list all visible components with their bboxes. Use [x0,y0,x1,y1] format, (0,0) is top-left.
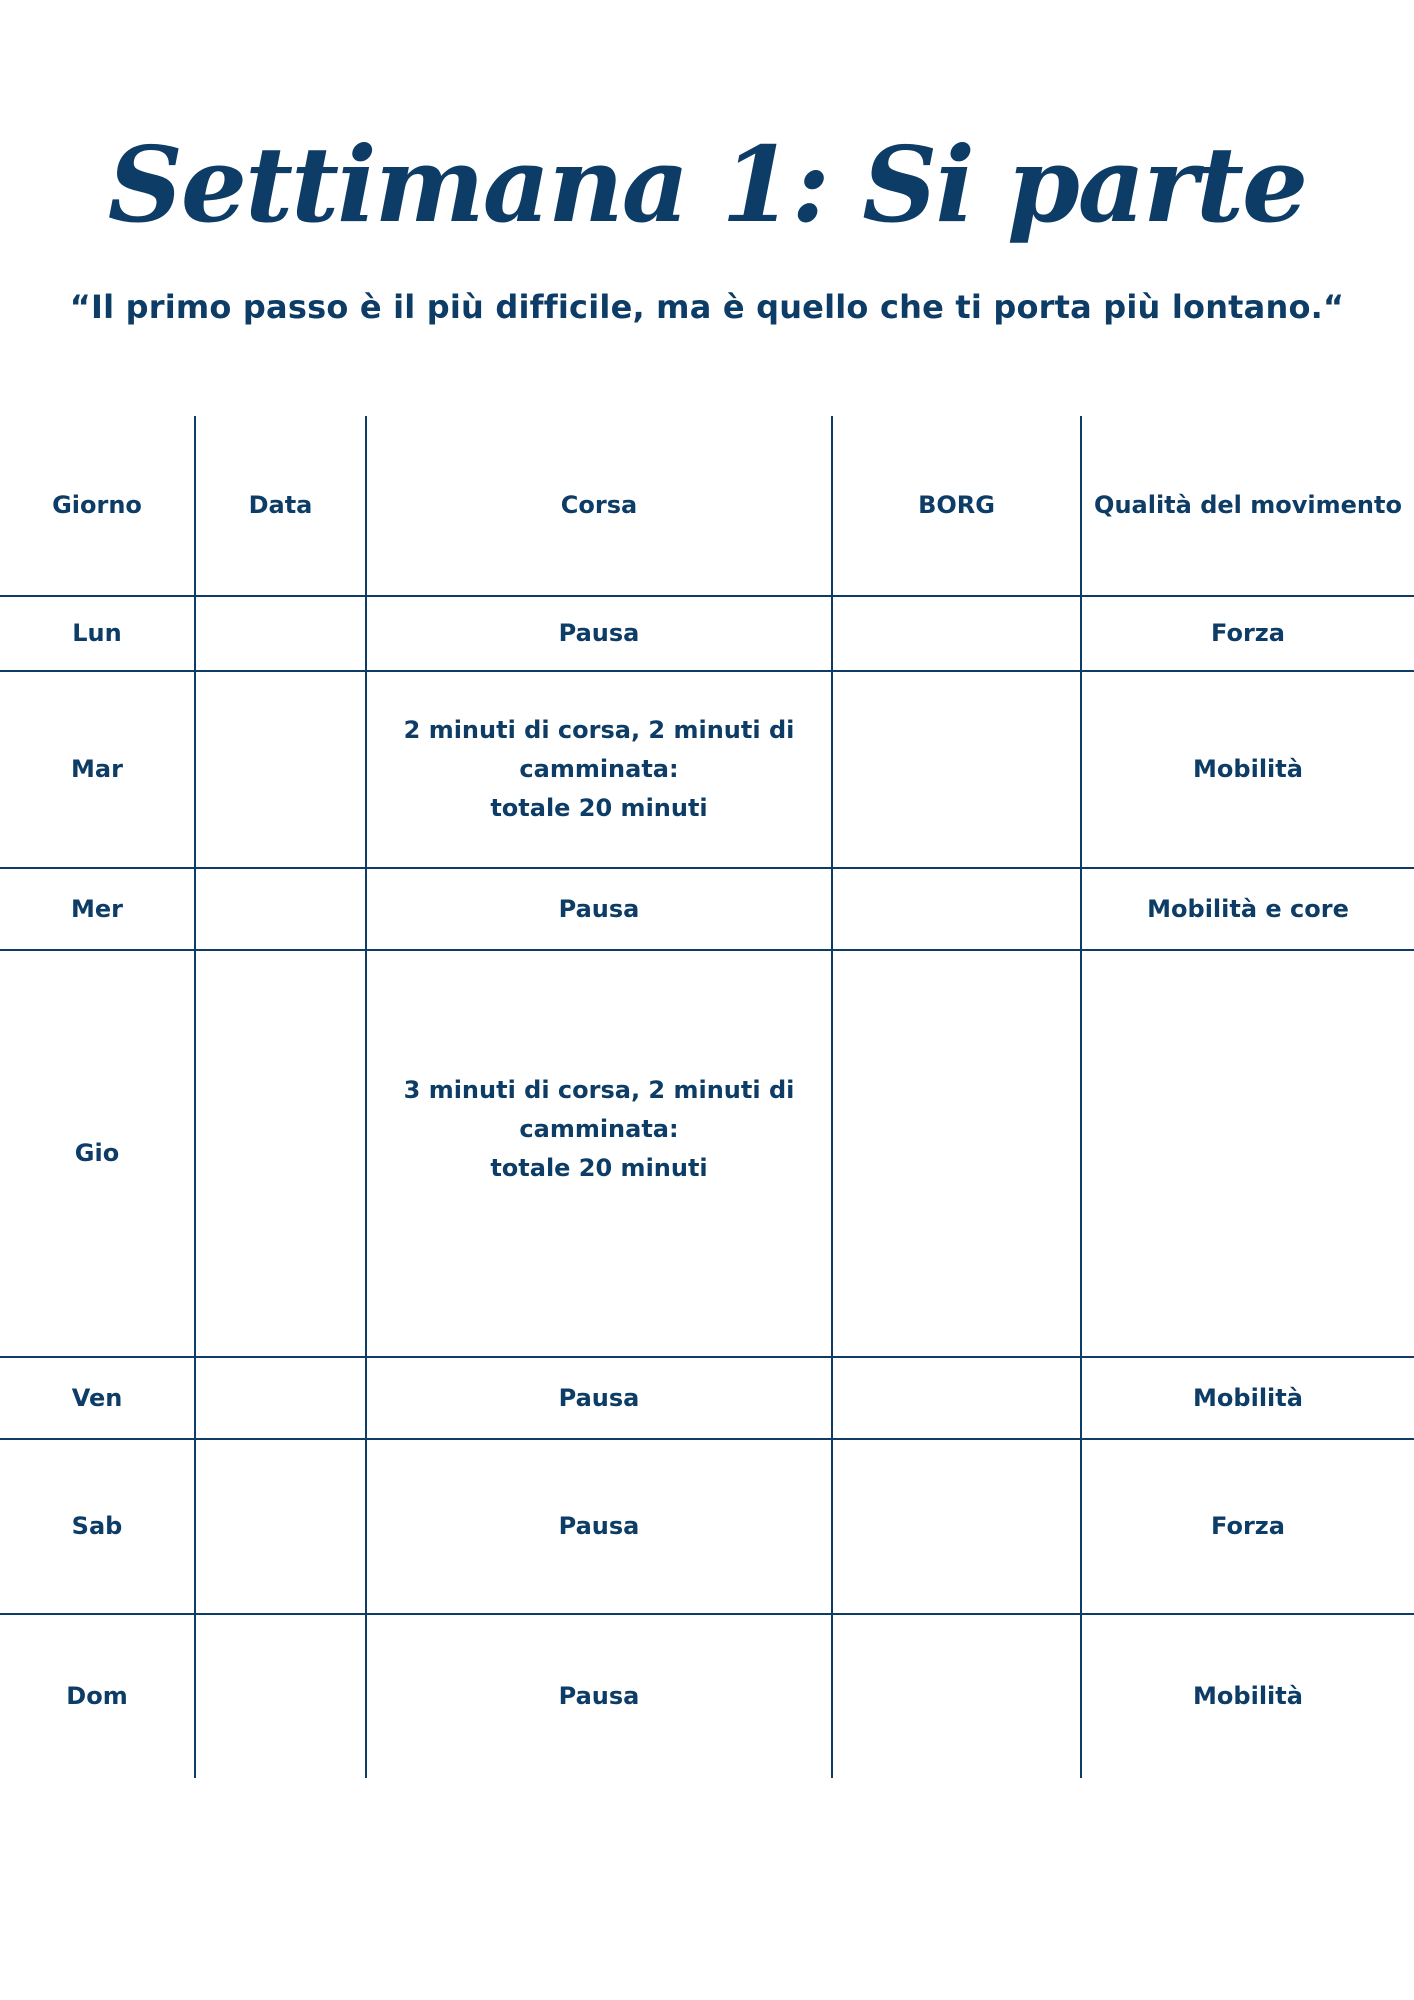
cell-borg[interactable] [832,950,1081,1357]
cell-giorno: Mer [0,868,195,950]
cell-corsa: Pausa [366,1357,832,1439]
cell-data[interactable] [195,950,366,1357]
cell-giorno: Lun [0,596,195,671]
cell-giorno: Dom [0,1614,195,1778]
cell-corsa: Pausa [366,1614,832,1778]
cell-data[interactable] [195,1439,366,1614]
header-qualita: Qualità del movimento [1081,416,1414,596]
corsa-line: totale 20 minuti [490,1154,708,1182]
cell-data[interactable] [195,671,366,868]
cell-qualita: Mobilità [1081,1614,1414,1778]
table-row [0,950,1414,1357]
corsa-line: totale 20 minuti [490,794,708,822]
cell-corsa: Pausa [366,596,832,671]
cell-giorno: Mar [0,671,195,868]
cell-giorno: Gio [0,950,195,1357]
header-data: Data [195,416,366,596]
cell-data[interactable] [195,1614,366,1778]
corsa-line: 2 minuti di corsa, 2 minuti di [403,716,795,744]
cell-qualita: Mobilità [1081,1357,1414,1439]
cell-corsa [366,950,832,1357]
cell-corsa: Pausa [366,1439,832,1614]
cell-giorno: Sab [0,1439,195,1614]
cell-borg[interactable] [832,1614,1081,1778]
cell-borg[interactable] [832,671,1081,868]
header-giorno: Giorno [0,416,195,596]
corsa-line: 3 minuti di corsa, 2 minuti di [403,1076,795,1104]
table-row [0,596,1414,671]
cell-borg[interactable] [832,868,1081,950]
table-row [0,868,1414,950]
corsa-line: camminata: [519,755,679,783]
page-title: Settimana 1: Si parte [107,123,1307,246]
cell-giorno: Ven [0,1357,195,1439]
header-borg: BORG [832,416,1081,596]
cell-borg[interactable] [832,596,1081,671]
cell-qualita [1081,950,1414,1357]
corsa-line: camminata: [519,1115,679,1143]
cell-qualita: Mobilità e core [1081,868,1414,950]
table-row [0,671,1414,868]
table-row [0,1614,1414,1778]
cell-borg[interactable] [832,1357,1081,1439]
cell-data[interactable] [195,868,366,950]
cell-qualita: Forza [1081,1439,1414,1614]
weekly-plan-table [0,416,1414,1778]
table-row [0,1439,1414,1614]
cell-data[interactable] [195,596,366,671]
cell-borg[interactable] [832,1439,1081,1614]
cell-qualita: Mobilità [1081,671,1414,868]
cell-corsa: Pausa [366,868,832,950]
cell-corsa [366,671,832,868]
cell-qualita: Forza [1081,596,1414,671]
table-header-row [0,416,1414,596]
header-corsa: Corsa [366,416,832,596]
motivational-quote: “Il primo passo è il più difficile, ma è quello che ti porta più lontano.“ [69,288,1345,326]
table-row [0,1357,1414,1439]
cell-data[interactable] [195,1357,366,1439]
